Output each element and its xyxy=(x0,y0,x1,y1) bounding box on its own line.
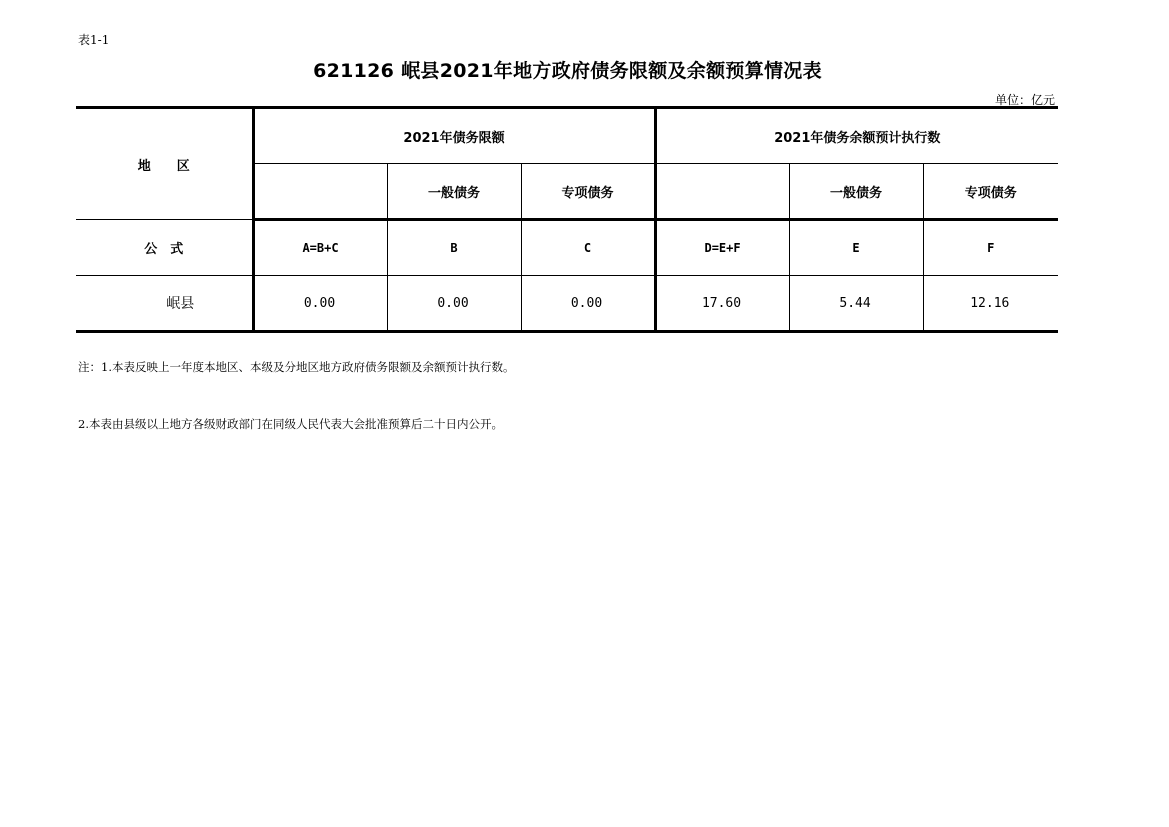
table-row xyxy=(76,276,1058,332)
balance-general-header: 一般债务 xyxy=(789,164,923,220)
limit-group-header: 2021年债务限额 xyxy=(253,108,655,164)
formula-label: 公 式 xyxy=(76,220,253,276)
formula-cell: C xyxy=(521,220,655,276)
limit-special-header: 专项债务 xyxy=(521,164,655,220)
value-cell: 17.60 xyxy=(655,276,789,332)
value-cell: 12.16 xyxy=(923,276,1058,332)
formula-cell: D=E+F xyxy=(655,220,789,276)
formula-cell: E xyxy=(789,220,923,276)
note-2: 2.本表由县级以上地方各级财政部门在同级人民代表大会批准预算后二十日内公开。 xyxy=(78,417,503,431)
balance-group-header: 2021年债务余额预计执行数 xyxy=(655,108,1058,164)
unit-label: 单位：亿元 xyxy=(994,93,1055,107)
value-cell: 0.00 xyxy=(387,276,521,332)
formula-cell: B xyxy=(387,220,521,276)
balance-total-header xyxy=(655,164,789,220)
note-1: 注：1.本表反映上一年度本地区、本级及分地区地方政府债务限额及余额预计执行数。 xyxy=(78,360,515,374)
limit-total-header xyxy=(253,164,387,220)
sheet-label: 表1-1 xyxy=(78,33,110,47)
formula-row xyxy=(76,220,1058,276)
value-cell: 0.00 xyxy=(253,276,387,332)
formula-cell: F xyxy=(923,220,1058,276)
formula-cell: A=B+C xyxy=(253,220,387,276)
page-title: 621126 岷县2021年地方政府债务限额及余额预算情况表 xyxy=(313,60,822,82)
limit-general-header: 一般债务 xyxy=(387,164,521,220)
debt-table xyxy=(76,106,1058,333)
header-row-1 xyxy=(76,108,1058,164)
balance-special-header: 专项债务 xyxy=(923,164,1058,220)
value-cell: 5.44 xyxy=(789,276,923,332)
region-header: 地 区 xyxy=(76,108,253,220)
region-cell: 岷县 xyxy=(76,276,253,332)
value-cell: 0.00 xyxy=(521,276,655,332)
